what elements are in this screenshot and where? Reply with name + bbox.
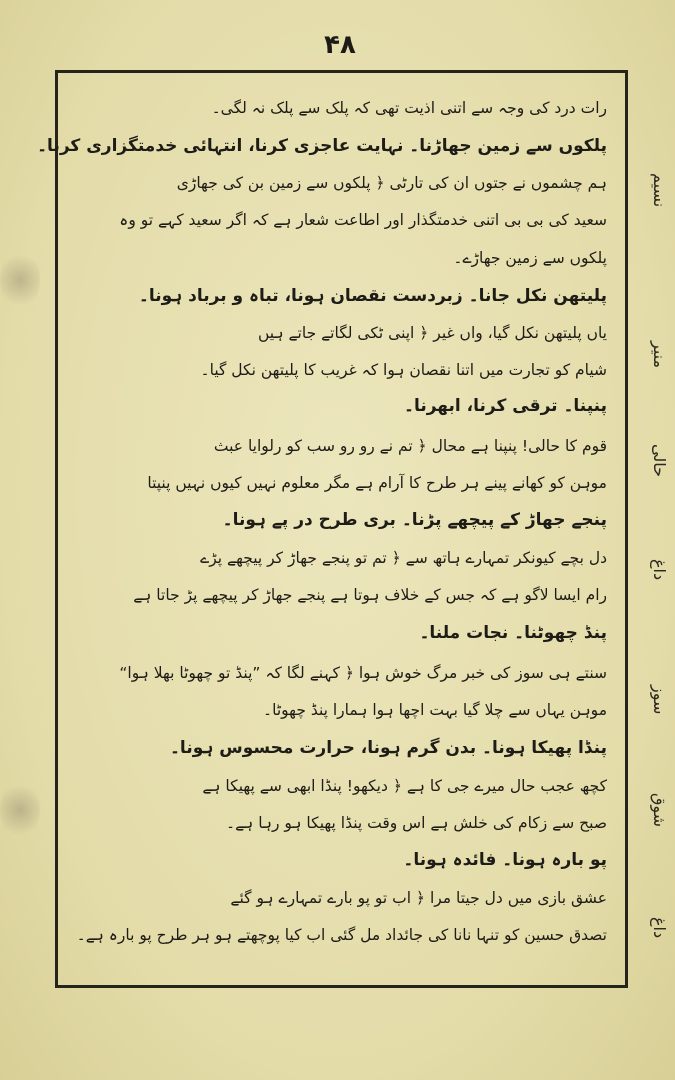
text-line: رات درد کی وجہ سے اتنی اذیت تھی کہ پلک سے پلک نہ لگی۔: [211, 99, 607, 117]
verse-line: عشق بازی میں دل جیتا مرا ﴿ اب تو پو بارے تمہارے ہو گئے: [230, 889, 607, 907]
idiom-heading: پلکوں سے زمین جھاڑنا۔ نہایت عاجزی کرنا، انتہائی خدمتگزاری کرنا۔: [37, 136, 607, 156]
text-line: موہن یہاں سے چلا گیا بہت اچھا ہوا ہمارا پنڈ چھوٹا۔: [263, 701, 607, 719]
text-line: رام ایسا لاگو ہے کہ جس کے خلاف ہوتا ہے پنجے جھاڑ کر پیچھے پڑ جاتا ہے: [133, 586, 607, 604]
text-line: تصدق حسین کو تنہا نانا کی جائداد مل گئی اب کیا پوچھتے ہو ہر طرح پو بارہ ہے۔: [76, 926, 607, 944]
text-line: صبح سے زکام کی خلش ہے اس وقت پنڈا پھیکا ہو رہا ہے۔: [226, 814, 607, 832]
idiom-heading: پنپنا۔ ترقی کرنا، ابھرنا۔: [403, 396, 607, 416]
paper-stain: [0, 780, 40, 840]
verse-line: کچھ عجب حال میرے جی کا ہے ﴿ دیکھو! پنڈا ابھی سے پھیکا ہے: [202, 777, 607, 795]
poet-name-label: داغ: [650, 559, 669, 581]
text-line: پلکوں سے زمین جھاڑے۔: [453, 249, 607, 267]
verse-line: دل بچے کیونکر تمہارے ہاتھ سے ﴿ تم تو پنجے جھاڑ کر پیچھے پڑے: [200, 549, 607, 567]
verse-line: ہم چشموں نے جتوں ان کی تارٹی ﴿ پلکوں سے زمین بن کی جھاڑی: [176, 174, 607, 192]
poet-name-label: داغ: [650, 916, 669, 939]
text-line: موہن کو کھانے پینے ہر طرح کا آرام ہے مگر معلوم نہیں کیوں نہیں پنپتا: [147, 474, 607, 492]
verse-line: سنتے ہی سوز کی خبر مرگ خوش ہوا ﴿ کہنے لگا کہ ”پنڈ تو چھوٹا بھلا ہوا“: [119, 664, 607, 682]
idiom-heading: پنڈ چھوٹنا۔ نجات ملنا۔: [419, 623, 607, 643]
verse-line: قوم کا حالی! پنپنا ہے محال ﴿ تم نے رو رو سب کو رلوایا عبث: [213, 437, 607, 455]
idiom-heading: پنڈا پھیکا ہونا۔ بدن گرم ہونا، حرارت محسوس ہونا۔: [169, 738, 607, 758]
page-number: ۴۸: [324, 30, 356, 60]
text-block: [37, 85, 607, 975]
verse-line: یاں پلیتھن نکل گیا، واں غیر ﴿ اپنی ٹکی لگاتے جاتے ہیں: [257, 324, 607, 342]
poet-name-label: حالی: [650, 443, 669, 477]
text-line: سعید کی بی بی اتنی خدمتگذار اور اطاعت شعار ہے کہ اگر سعید کہے تو وہ: [119, 211, 607, 229]
poet-name-label: منیر: [650, 341, 669, 369]
text-line: شیام کو تجارت میں اتنا نقصان ہوا کہ غریب کا پلیتھن نکل گیا۔: [200, 361, 607, 379]
poet-name-label: شوق: [650, 792, 669, 828]
idiom-heading: پلیتھن نکل جانا۔ زبردست نقصان ہونا، تباہ و برباد ہونا۔: [138, 286, 607, 306]
paper-stain: [0, 250, 40, 310]
poet-name-label: سوز: [650, 685, 669, 715]
idiom-heading: پو بارہ ہونا۔ فائدہ ہونا۔: [403, 850, 607, 870]
idiom-heading: پنجے جھاڑ کے پیچھے پڑنا۔ بری طرح در پے ہونا۔: [222, 510, 607, 530]
poet-name-label: نسیم: [650, 172, 669, 208]
